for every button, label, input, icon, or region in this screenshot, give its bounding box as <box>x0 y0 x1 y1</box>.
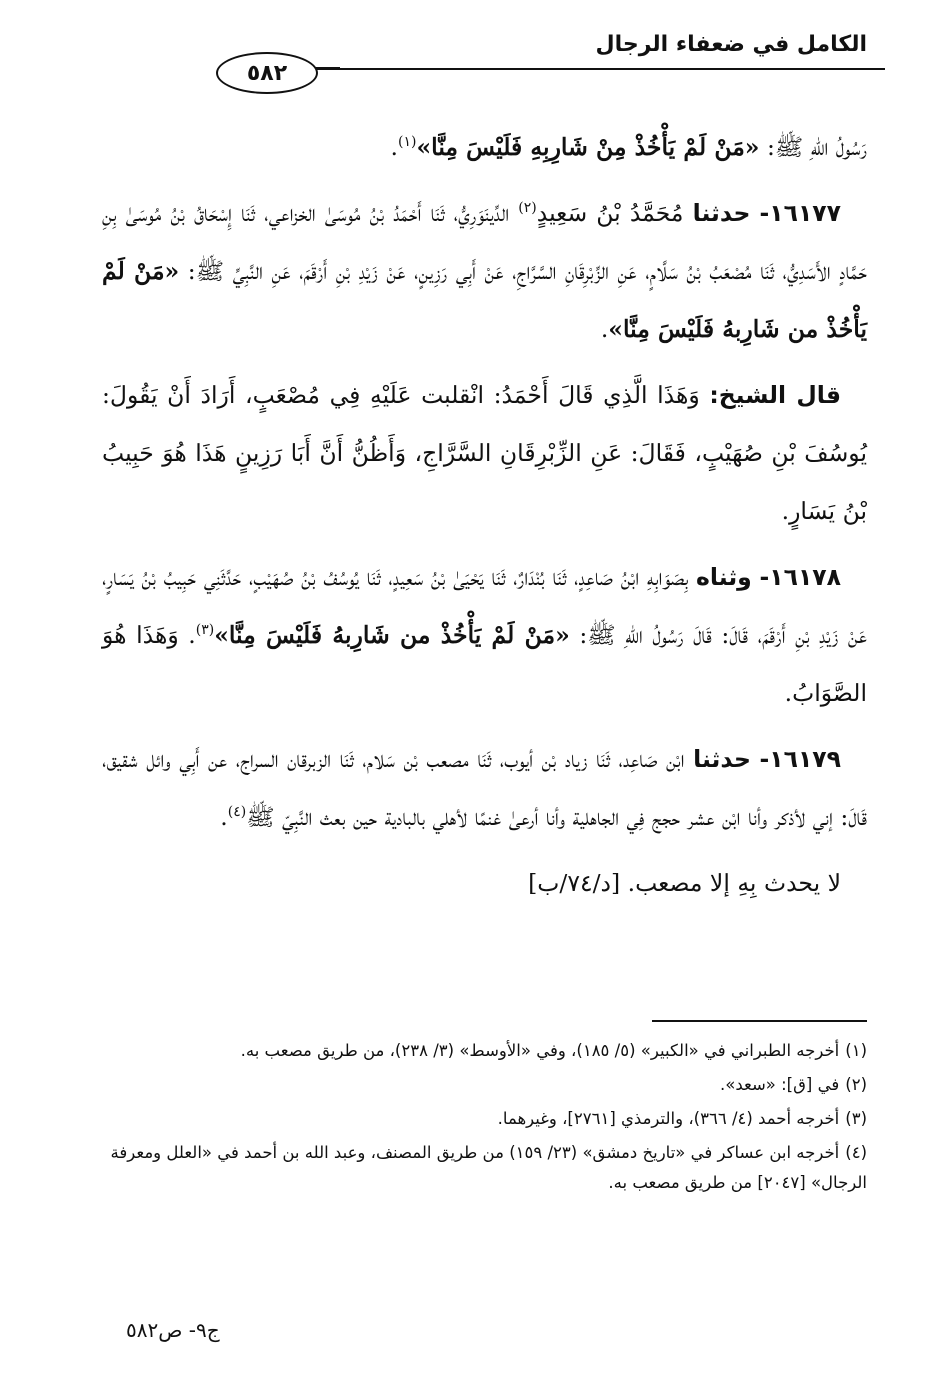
footnote-ref: (٣) <box>195 622 215 639</box>
text-segment: لا يحدث بِهِ إلا مصعب. [د/٧٤/ب] <box>528 869 841 897</box>
hadith-16178 <box>102 548 867 722</box>
narration-keyword: وثناه <box>696 563 752 591</box>
footnote-1 <box>102 1036 867 1066</box>
text-segment: . <box>600 315 609 343</box>
footnotes <box>102 1036 867 1202</box>
text-segment: بِصَوَابِهِ ابْنُ صَاعِدٍ، ثَنَا بُنْدَارٌ، ثَنَا يَحْيَىٰ بْنُ سَعِيدٍ، ثَنَا يُوسُفُ بْنُ صُهَيْبٍ، حَدَّثَنِي حَبِيبُ بْنُ يَسَارٍ، عَنْ زَيْدِ بْنِ أَرْقَمَ، قَالَ: قَالَ رَسُولُ اللهِ ﷺ: <box>102 563 867 649</box>
main-text <box>102 118 867 920</box>
hadith-matn: «مَنْ لَمْ يَأْخُذْ من شَارِبهُ فَلَيْسَ مِنَّا» <box>214 621 570 649</box>
footnote-separator <box>652 1020 867 1022</box>
hadith-16179 <box>102 730 867 846</box>
footnote-text: أخرجه الطبراني في «الكبير» (٥/ ١٨٥)، وفي «الأوسط» (٣/ ٢٣٨)، من طريق مصعب به. <box>240 1041 840 1060</box>
footnote-ref: (٤) <box>227 804 247 821</box>
sheikh-comment <box>102 366 867 540</box>
hadith-matn: «مَنْ لَمْ يَأْخُذْ مِنْ شَارِبِهِ فَلَيْسَ مِنَّا» <box>416 133 760 161</box>
page-header <box>110 24 885 104</box>
paragraph-continuation <box>102 118 867 176</box>
footnote-text: أخرجه أحمد (٤/ ٣٦٦)، والترمذي [٢٧٦١]، وغيرهما. <box>497 1109 840 1128</box>
footnote-number: (٢) <box>845 1075 867 1094</box>
footnote-text: أخرجه ابن عساكر في «تاريخ دمشق» (٢٣/ ١٥٩) من طريق المصنف، وعبد الله بن أحمد في «العلل ومعرفة الرجال» [٢٠٤٧] من طريق مصعب به. <box>110 1143 867 1192</box>
header-rule <box>295 68 885 70</box>
closing-remark <box>102 854 867 912</box>
text-segment: . <box>220 803 228 831</box>
hadith-16177 <box>102 184 867 358</box>
footnote-ref: (٢) <box>518 200 537 217</box>
comment-keyword: قال الشيخ: <box>709 381 841 409</box>
footnote-4 <box>102 1138 867 1198</box>
hadith-number: ١٦١٧٧- <box>759 199 841 227</box>
footnote-number: (٣) <box>845 1109 867 1128</box>
footnote-text: في [ق]: «سعد». <box>720 1075 840 1094</box>
text-segment: . <box>390 133 398 161</box>
footnote-number: (١) <box>845 1041 867 1060</box>
footnote-2 <box>102 1070 867 1100</box>
hadith-number: ١٦١٧٨- <box>759 563 841 591</box>
text-segment: الدِّينَوَرِيُّ، ثَنَا أَحْمَدُ بْنُ مُوسَىٰ الخزاعي، ثَنَا إِسْحَاقُ بْنُ مُوسَىٰ بِنِ حَمَّادٍ الأَسَدِيُّ، ثَنَا مُصْعَبُ بْنُ سَلَّامٍ، عَنِ الزِّبْرِقَانِ السَّرَّاجِ، عَنْ أَبِي رَزِينٍ، عَنْ زَيْدِ بْنِ أَرْقَمَ، عَنِ النَّبِيِّ ﷺ: <box>102 199 868 285</box>
narration-keyword: حدثنا <box>692 199 751 227</box>
hadith-number: ١٦١٧٩- <box>759 745 841 773</box>
running-title: الكامل في ضعفاء الرجال <box>595 32 867 57</box>
footnote-3 <box>102 1104 867 1134</box>
text-segment: ابْن صَاعِد، ثَنَا زياد بْن أيوب، ثَنَا مصعب بْن سَلام، ثَنَا الزبرقان السراج، عن أَبِي وائل شقيق، قَالَ: إني لأذكر وأنا ابْن عشر حجج فِي الجاهلية وأنا أرعىٰ غنمًا لأهلي بالبادية حين بعث النَّبِيّ ﷺ <box>102 745 867 831</box>
text-segment: . وَهَذَا هُوَ الصَّوَابُ. <box>102 621 867 707</box>
volume-page-label: ج٩- ص٥٨٢ <box>126 1318 220 1342</box>
text-segment: رَسُولُ اللهِ ﷺ: <box>759 133 867 161</box>
text-segment: وَهَذَا الَّذِي قَالَ أَحْمَدُ: انْقلبت عَلَيْهِ فِي مُصْعَبٍ، أَرَادَ أَنْ يَقُولَ: يُوسُفَ بْنِ صُهَيْبٍ، فَقَالَ: عَنِ الزِّبْرِقَانِ السَّرَّاجِ، وَأَظُنُّ أَنَّ أَبَا رَزِينٍ هَذَا هُوَ حَبِيبُ بْنُ يَسَارٍ. <box>102 381 867 525</box>
footnote-number: (٤) <box>845 1143 867 1162</box>
page-number-badge: ٥٨٢ <box>216 52 318 94</box>
hadith-matn: «مَنْ لَمْ يَأْخُذْ من شَارِبهُ فَلَيْسَ مِنَّا» <box>102 257 867 343</box>
narration-keyword: حدثنا <box>693 745 751 773</box>
footnote-ref: (١) <box>398 134 417 151</box>
text-segment: مُحَمَّدُ بْنُ سَعِيدٍ <box>536 199 693 227</box>
